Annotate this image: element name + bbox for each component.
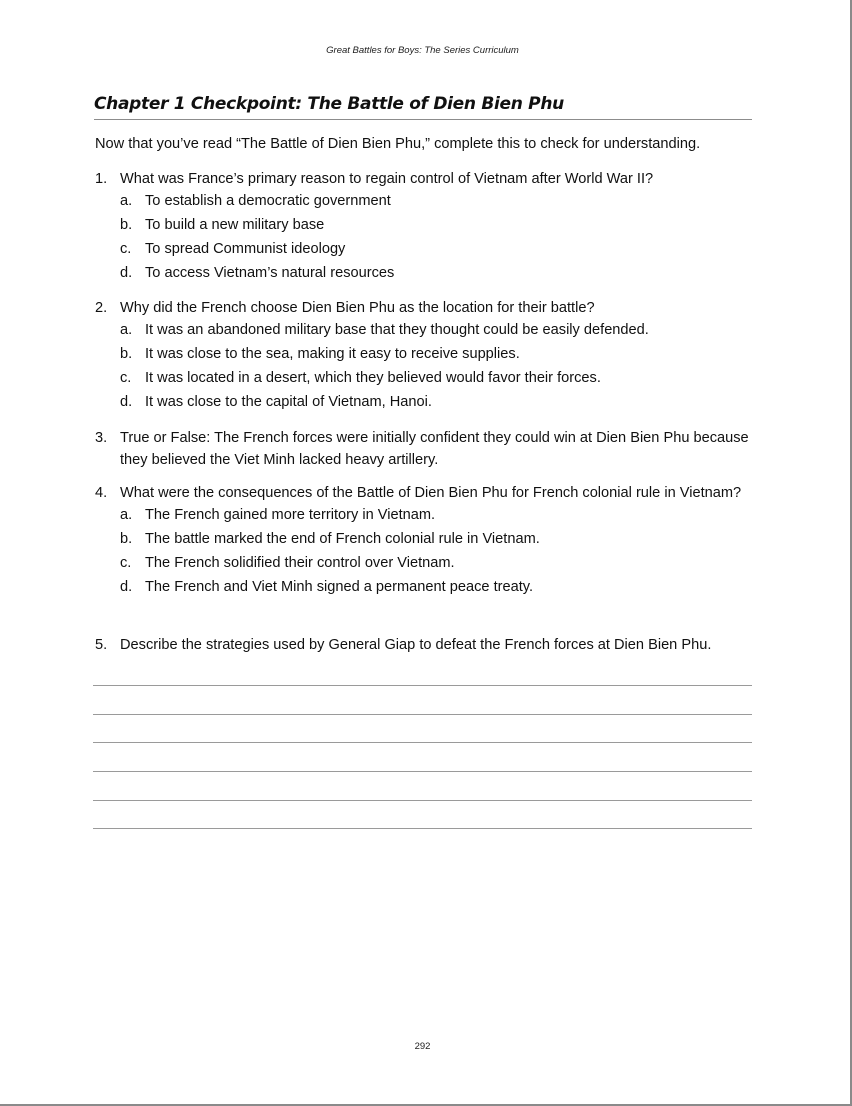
question-3 xyxy=(95,428,755,471)
option-a[interactable] xyxy=(120,191,755,215)
answer-line[interactable] xyxy=(93,742,752,743)
option-letter: c. xyxy=(120,240,132,257)
chapter-title: Chapter 1 Checkpoint: The Battle of Dien Bien Phu xyxy=(94,94,752,120)
question-text: Why did the French choose Dien Bien Phu as the location for their battle? xyxy=(120,300,595,316)
option-b[interactable] xyxy=(120,215,755,239)
option-d[interactable] xyxy=(120,392,755,416)
option-letter: b. xyxy=(120,530,133,547)
answer-line[interactable] xyxy=(93,714,752,715)
question-number: 3. xyxy=(95,430,108,446)
option-d[interactable] xyxy=(120,577,755,601)
option-letter: c. xyxy=(120,369,132,386)
question-text: True or False: The French forces were initially confident they could win at Dien Bien Phu because they believed the Viet Minh lacked heavy artillery. xyxy=(120,430,749,468)
page-number: 292 xyxy=(414,1041,431,1052)
option-text: The French gained more territory in Vietnam. xyxy=(145,506,436,523)
option-text: It was close to the sea, making it easy to receive supplies. xyxy=(145,345,520,362)
option-letter: a. xyxy=(120,321,133,338)
question-text: Describe the strategies used by General Giap to defeat the French forces at Dien Bien Phu. xyxy=(120,637,712,653)
option-list xyxy=(120,191,755,287)
option-letter: d. xyxy=(120,578,133,595)
option-c[interactable] xyxy=(120,239,755,263)
question-number: 2. xyxy=(95,300,108,316)
option-letter: b. xyxy=(120,345,133,362)
option-a[interactable] xyxy=(120,320,755,344)
option-letter: d. xyxy=(120,264,133,281)
option-text: To spread Communist ideology xyxy=(145,240,346,257)
option-b[interactable] xyxy=(120,344,755,368)
option-list xyxy=(120,505,755,601)
option-letter: a. xyxy=(120,192,133,209)
option-c[interactable] xyxy=(120,368,755,392)
answer-line[interactable] xyxy=(93,828,752,829)
question-5 xyxy=(95,635,755,657)
option-text: To build a new military base xyxy=(145,216,325,233)
option-text: To access Vietnam’s natural resources xyxy=(145,264,395,281)
answer-line[interactable] xyxy=(93,685,752,686)
option-text: The French solidified their control over Vietnam. xyxy=(145,554,455,571)
intro-text: Now that you’ve read “The Battle of Dien Bien Phu,” complete this to check for understanding. xyxy=(95,136,701,152)
option-list xyxy=(120,320,755,416)
option-text: The battle marked the end of French colonial rule in Vietnam. xyxy=(145,530,540,547)
answer-line[interactable] xyxy=(93,800,752,801)
option-c[interactable] xyxy=(120,553,755,577)
option-text: It was an abandoned military base that they thought could be easily defended. xyxy=(145,321,649,338)
answer-line[interactable] xyxy=(93,771,752,772)
question-4 xyxy=(95,483,755,601)
option-a[interactable] xyxy=(120,505,755,529)
option-text: It was located in a desert, which they believed would favor their forces. xyxy=(145,369,601,386)
option-text: It was close to the capital of Vietnam, Hanoi. xyxy=(145,393,432,410)
question-number: 1. xyxy=(95,171,108,187)
option-letter: b. xyxy=(120,216,133,233)
question-number: 5. xyxy=(95,637,108,653)
option-letter: c. xyxy=(120,554,132,571)
option-text: To establish a democratic government xyxy=(145,192,391,209)
question-1 xyxy=(95,169,755,287)
question-text: What was France’s primary reason to regain control of Vietnam after World War II? xyxy=(120,171,654,187)
question-text: What were the consequences of the Battle of Dien Bien Phu for French colonial rule in Vietnam? xyxy=(120,485,742,501)
option-letter: d. xyxy=(120,393,133,410)
running-header: Great Battles for Boys: The Series Curriculum xyxy=(326,45,519,56)
option-b[interactable] xyxy=(120,529,755,553)
question-2 xyxy=(95,298,755,416)
option-text: The French and Viet Minh signed a permanent peace treaty. xyxy=(145,578,534,595)
option-letter: a. xyxy=(120,506,133,523)
option-d[interactable] xyxy=(120,263,755,287)
question-number: 4. xyxy=(95,485,108,501)
